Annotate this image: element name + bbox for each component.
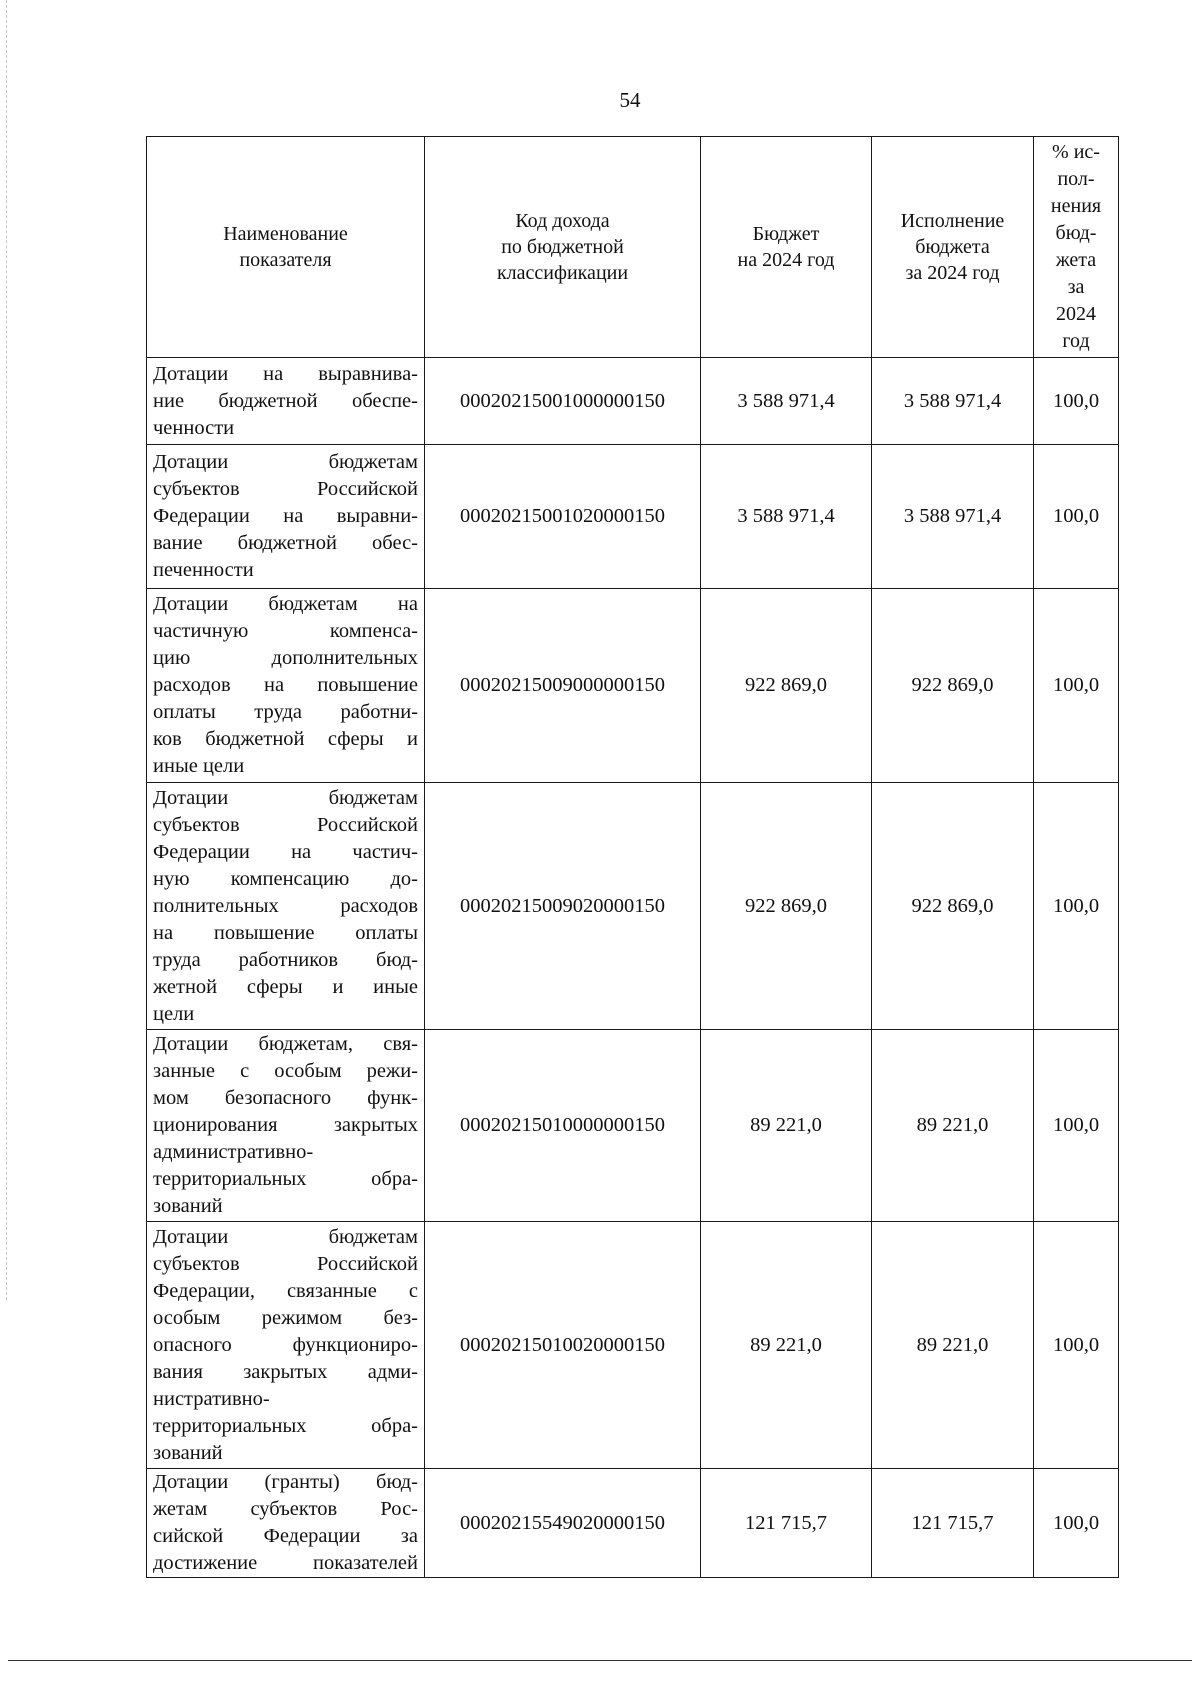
income-code-cell: 00020215549020000150	[425, 1469, 701, 1578]
indicator-name-cell: Дотации бюджетам субъектов Российской Федерации, связанные с особым режимом без- опасного функциониро- вания закрытых адми- нистративно- территориальных обра- зований	[147, 1222, 425, 1469]
income-code-cell: 00020215010000000150	[425, 1030, 701, 1222]
budget-plan-cell: 3 588 971,4	[701, 445, 872, 589]
budget-execution-cell: 922 869,0	[872, 589, 1034, 783]
scan-edge	[6, 0, 7, 1300]
execution-percent-cell: 100,0	[1034, 1222, 1119, 1469]
budget-table-container	[146, 136, 1118, 1578]
budget-execution-cell: 89 221,0	[872, 1222, 1034, 1469]
budget-plan-cell: 121 715,7	[701, 1469, 872, 1578]
execution-percent-cell: 100,0	[1034, 1469, 1119, 1578]
budget-plan-cell: 89 221,0	[701, 1030, 872, 1222]
indicator-name-cell: Дотации бюджетам субъектов Российской Федерации на выравни- вание бюджетной обес- печенности	[147, 445, 425, 589]
budget-plan-cell: 922 869,0	[701, 783, 872, 1030]
table-row	[147, 783, 1119, 1030]
income-code-cell: 00020215001000000150	[425, 358, 701, 445]
budget-plan-cell: 89 221,0	[701, 1222, 872, 1469]
income-code-cell: 00020215009000000150	[425, 589, 701, 783]
budget-execution-table	[146, 136, 1119, 1578]
table-row	[147, 589, 1119, 783]
header-income-code: Код дохода по бюджетной классификации	[425, 137, 701, 358]
indicator-name-cell: Дотации (гранты) бюд- жетам субъектов Рос- сийской Федерации за достижение показателей	[147, 1469, 425, 1578]
income-code-cell: 00020215010020000150	[425, 1222, 701, 1469]
table-header-row	[147, 137, 1119, 358]
budget-execution-cell: 3 588 971,4	[872, 445, 1034, 589]
page-number: 54	[619, 88, 641, 112]
indicator-name-cell: Дотации на выравнива- ние бюджетной обеспе- ченности	[147, 358, 425, 445]
budget-execution-cell: 922 869,0	[872, 783, 1034, 1030]
execution-percent-cell: 100,0	[1034, 445, 1119, 589]
header-budget-execution: Исполнение бюджета за 2024 год	[872, 137, 1034, 358]
budget-plan-cell: 922 869,0	[701, 589, 872, 783]
header-budget-plan: Бюджет на 2024 год	[701, 137, 872, 358]
budget-execution-cell: 3 588 971,4	[872, 358, 1034, 445]
header-execution-percent: % ис- пол- нения бюд- жета за 2024 год	[1034, 137, 1119, 358]
indicator-name-cell: Дотации бюджетам субъектов Российской Федерации на частич- ную компенсацию до- полнительных расходов на повышение оплаты труда работников бюд- жетной сферы и иные цели	[147, 783, 425, 1030]
execution-percent-cell: 100,0	[1034, 589, 1119, 783]
execution-percent-cell: 100,0	[1034, 1030, 1119, 1222]
income-code-cell: 00020215001020000150	[425, 445, 701, 589]
execution-percent-cell: 100,0	[1034, 783, 1119, 1030]
table-row	[147, 1222, 1119, 1469]
table-row	[147, 1469, 1119, 1578]
table-row	[147, 445, 1119, 589]
table-row	[147, 358, 1119, 445]
budget-execution-cell: 89 221,0	[872, 1030, 1034, 1222]
indicator-name-cell: Дотации бюджетам на частичную компенса- цию дополнительных расходов на повышение оплаты труда работни- ков бюджетной сферы и иные цели	[147, 589, 425, 783]
table-row	[147, 1030, 1119, 1222]
header-indicator-name: Наименование показателя	[147, 137, 425, 358]
income-code-cell: 00020215009020000150	[425, 783, 701, 1030]
indicator-name-cell: Дотации бюджетам, свя- занные с особым режи- мом безопасного функ- ционирования закрытых административно- территориальных обра- зований	[147, 1030, 425, 1222]
budget-execution-cell: 121 715,7	[872, 1469, 1034, 1578]
page-bottom-rule	[8, 1660, 1192, 1661]
execution-percent-cell: 100,0	[1034, 358, 1119, 445]
budget-plan-cell: 3 588 971,4	[701, 358, 872, 445]
